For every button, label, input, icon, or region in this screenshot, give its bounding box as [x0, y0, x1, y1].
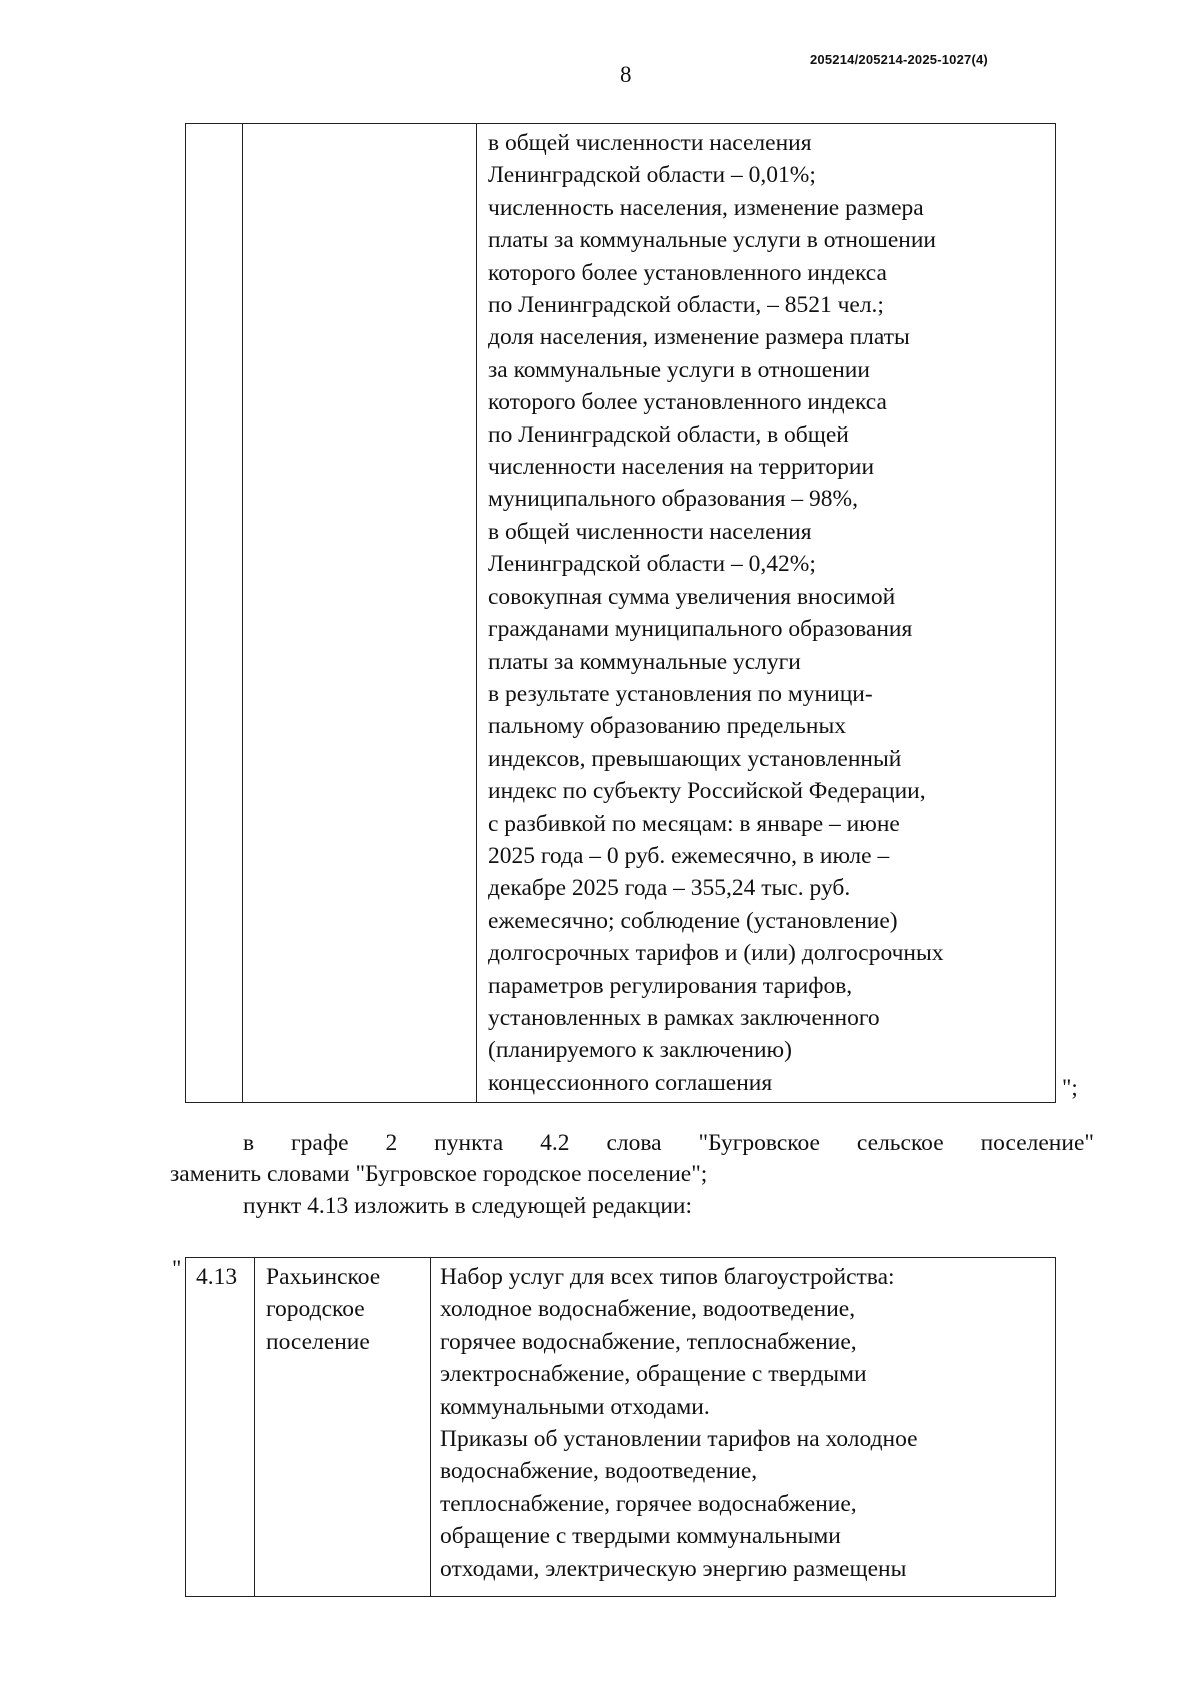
- table-text-line: индексов, превышающих установленный: [488, 745, 902, 772]
- table-text-line: холодное водоснабжение, водоотведение,: [440, 1296, 856, 1323]
- table-text-line: горячее водоснабжение, теплоснабжение,: [440, 1328, 857, 1355]
- document-code: 205214/205214-2025-1027(4): [810, 52, 988, 67]
- table-text-line: численность населения, изменение размера: [488, 194, 924, 221]
- table-cell-description: [440, 1261, 918, 1585]
- table-text-line: платы за коммунальные услуги в отношении: [488, 227, 937, 254]
- table-text-line: Ленинградской области – 0,42%;: [488, 551, 816, 578]
- table-cell-description: [488, 127, 1048, 1099]
- municipality-name-line: поселение: [266, 1328, 370, 1355]
- item-4-13-table: [185, 1257, 1056, 1597]
- table-text-line: электроснабжение, обращение с твердыми: [440, 1361, 867, 1388]
- table-text-line: (планируемого к заключению): [488, 1037, 792, 1064]
- table-text-line: которого более установленного индекса: [488, 259, 887, 286]
- table-text-line: Набор услуг для всех типов благоустройства:: [440, 1264, 895, 1290]
- amendment-paragraph-line-3: пункт 4.13 изложить в следующей редакции:: [243, 1193, 693, 1219]
- opening-quote: ": [172, 1256, 182, 1281]
- closing-quote: ";: [1062, 1075, 1078, 1100]
- table-column-divider: [254, 1258, 255, 1596]
- table-text-line: установленных в рамках заключенного: [488, 1004, 880, 1031]
- table-text-line: численности населения на территории: [488, 454, 875, 481]
- table-text-line: 2025 года – 0 руб. ежемесячно, в июле –: [488, 842, 890, 869]
- table-column-divider: [430, 1258, 431, 1596]
- table-text-line: гражданами муниципального образования: [488, 616, 913, 643]
- table-text-line: по Ленинградской области, – 8521 чел.;: [488, 292, 884, 319]
- table-text-line: по Ленинградской области, в общей: [488, 421, 849, 448]
- table-text-line: водоснабжение, водоотведение,: [440, 1458, 758, 1485]
- table-column-divider: [476, 124, 477, 1102]
- table-text-line: в результате установления по муници-: [488, 680, 873, 707]
- amendment-paragraph-line-2: заменить словами "Бугровское городское поселение";: [170, 1161, 708, 1187]
- municipality-name-line: городское: [266, 1296, 365, 1323]
- table-text-line: совокупная сумма увеличения вносимой: [488, 583, 896, 610]
- continuation-table: [185, 123, 1056, 1103]
- table-text-line: Приказы об установлении тарифов на холодное: [440, 1426, 918, 1453]
- table-cell-number: 4.13: [196, 1264, 238, 1290]
- table-text-line: обращение с твердыми коммунальными: [440, 1523, 841, 1550]
- table-text-line: долгосрочных тарифов и (или) долгосрочных: [488, 940, 944, 967]
- table-text-line: Ленинградской области – 0,01%;: [488, 162, 816, 189]
- table-text-line: концессионного соглашения: [488, 1069, 773, 1096]
- table-text-line: за коммунальные услуги в отношении: [488, 356, 870, 383]
- table-text-line: ежемесячно; соблюдение (установление): [488, 907, 898, 934]
- page-number: 8: [620, 62, 632, 87]
- table-cell-municipality: [266, 1261, 380, 1358]
- table-column-divider: [242, 124, 243, 1102]
- table-text-line: муниципального образования – 98%,: [488, 486, 858, 513]
- table-text-line: платы за коммунальные услуги: [488, 648, 801, 675]
- table-text-line: в общей численности населения: [488, 130, 812, 156]
- table-text-line: теплоснабжение, горячее водоснабжение,: [440, 1490, 857, 1517]
- table-text-line: пальному образованию предельных: [488, 713, 847, 740]
- table-text-line: параметров регулирования тарифов,: [488, 972, 853, 999]
- table-text-line: декабре 2025 года – 355,24 тыс. руб.: [488, 875, 851, 902]
- amendment-paragraph-line-1: в графе 2 пункта 4.2 слова "Бугровское сельское поселение": [243, 1130, 1094, 1156]
- table-text-line: которого более установленного индекса: [488, 389, 887, 416]
- table-text-line: доля населения, изменение размера платы: [488, 324, 910, 351]
- table-text-line: коммунальными отходами.: [440, 1393, 710, 1420]
- table-text-line: индекс по субъекту Российской Федерации,: [488, 778, 926, 805]
- table-text-line: с разбивкой по месяцам: в январе – июне: [488, 810, 900, 837]
- table-text-line: в общей численности населения: [488, 518, 812, 545]
- table-text-line: отходами, электрическую энергию размещены: [440, 1555, 907, 1582]
- municipality-name-line: Рахьинское: [266, 1264, 381, 1290]
